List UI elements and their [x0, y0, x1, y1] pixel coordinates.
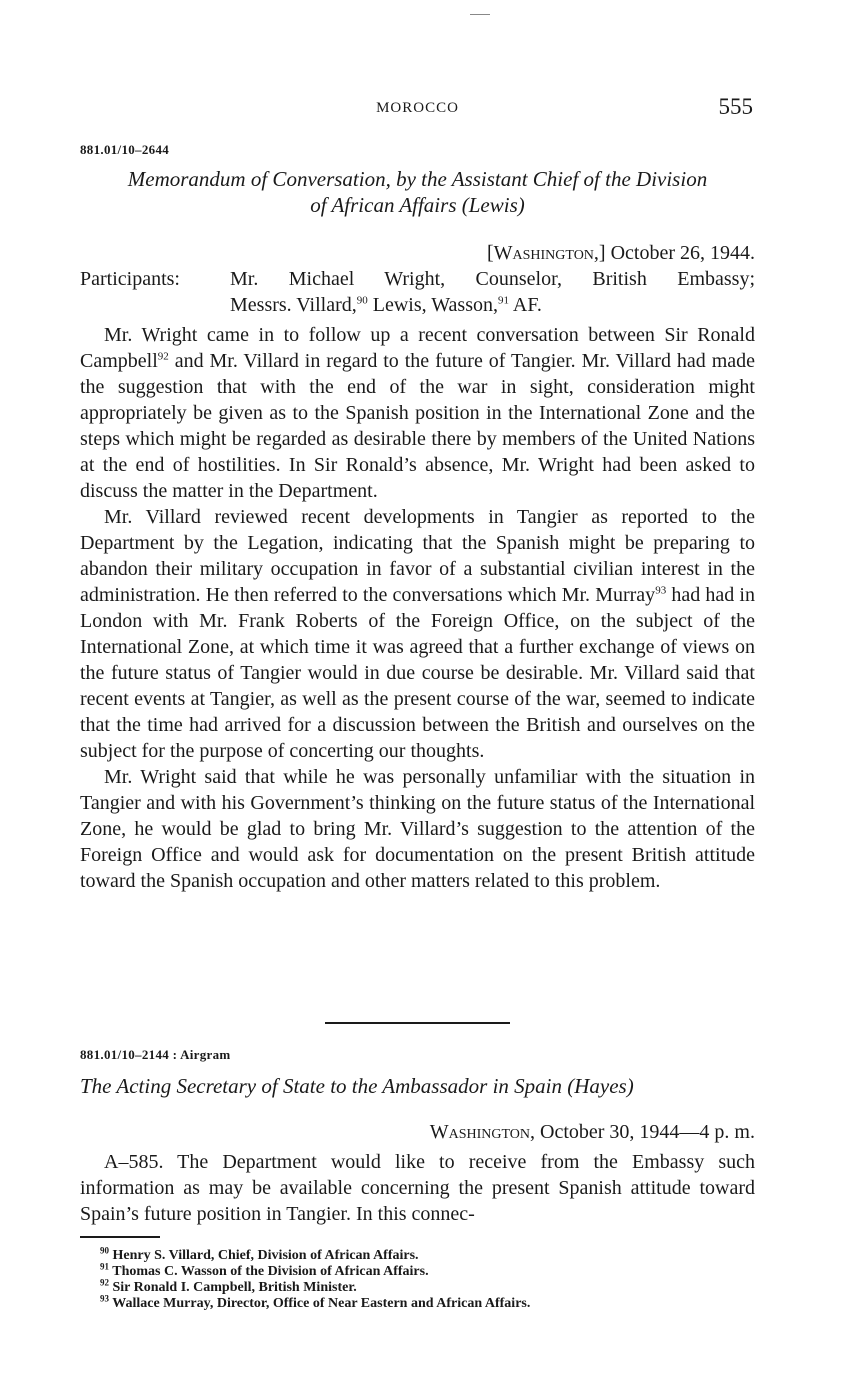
footnote-rule	[80, 1236, 160, 1238]
footnote	[100, 1261, 755, 1280]
title-line: of African Affairs (Lewis)	[310, 193, 525, 217]
running-head: MOROCCO	[376, 100, 459, 116]
document-title	[80, 166, 755, 218]
dateline-place: Washington,	[429, 1121, 536, 1143]
footnote-text: Sir Ronald I. Campbell, British Minister.	[112, 1280, 357, 1295]
document-2	[80, 1047, 755, 1227]
memo-body	[80, 322, 755, 894]
footnote-number: 93	[100, 1293, 109, 1304]
paragraph-text: Mr. Villard reviewed recent developments in Tangier as reported to the Department by the Legation, indicating that the Spanish might be preparing to abandon their military occupation in favor of a substantial civilian interest in the administration. He then referred to the conversations which Mr. Murray	[80, 506, 755, 606]
footnote-ref: 93	[655, 584, 667, 597]
footnote-ref: 90	[356, 294, 368, 307]
paragraph-text: Mr. Wright came in to follow up a recent conversation between Sir Ronald Campbell	[80, 324, 755, 372]
paragraph-text: and Mr. Villard in regard to the future of Tangier. Mr. Villard had made the suggestion that with the end of the war in sight, consideration might appropriately be given as to the Spanish position in the International Zone and the steps which might be regarded as desirable there by members of the United Nations at the end of hostilities. In Sir Ronald’s absence, Mr. Wright had been asked to discuss the matter in the Department.	[80, 350, 755, 502]
footnote-ref: 92	[157, 350, 169, 363]
dateline	[80, 240, 755, 266]
participants-text: Lewis, Wasson,	[367, 294, 498, 316]
footnote-text: Thomas C. Wasson of the Division of African Affairs.	[112, 1264, 429, 1279]
footnote-number: 90	[100, 1245, 109, 1256]
footnote-number: 92	[100, 1277, 109, 1288]
participants	[80, 266, 755, 318]
file-number: 881.01/10–2144 : Airgram	[80, 1047, 231, 1062]
page-number: 555	[718, 94, 753, 119]
paragraph-text: had had in London with Mr. Frank Roberts of the Foreign Office, on the subject of the International Zone, at which time it was agreed that a further exchange of views on the future status of Tangier would in due course be desirable. Mr. Villard said that recent events at Tangier, as well as the present course of the war, seemed to indicate that the time had arrived for a discussion between the British and ourselves on the subject for the purpose of concerting our thoughts.	[80, 584, 755, 762]
footnote	[100, 1293, 755, 1312]
participants-list	[230, 266, 755, 318]
paragraph: A–585. The Department would like to receive from the Embassy such information as may be available concerning the present Spanish attitude toward Spain’s future position in Tangier. In this connec-	[80, 1151, 755, 1225]
dateline-date: October 26, 1944.	[610, 242, 755, 264]
page-header	[80, 96, 755, 126]
top-mark	[470, 14, 490, 15]
footnote	[100, 1245, 755, 1264]
section-divider-wrap	[80, 1022, 755, 1024]
file-number: 881.01/10–2644	[80, 142, 170, 157]
paragraph: Mr. Wright said that while he was personally unfamiliar with the situation in Tangier and with his Government’s thinking on the future status of the International Zone, he would be glad to bring Mr. Villard’s suggestion to the attention of the Foreign Office and would ask for documentation on the present British attitude toward the Spanish occupation and other matters related to this problem.	[80, 766, 755, 892]
dateline-place: [Washington,]	[486, 242, 606, 264]
dateline-date: October 30, 1944—4 p. m.	[535, 1121, 755, 1143]
participants-line: Mr. Michael Wright, Counselor, British Embassy;	[230, 268, 755, 290]
footnotes	[80, 1236, 755, 1312]
footnote-text: Wallace Murray, Director, Office of Near Eastern and African Affairs.	[112, 1296, 531, 1311]
section-divider	[325, 1022, 510, 1024]
paragraph	[80, 504, 755, 764]
footnote-number: 91	[100, 1261, 109, 1272]
participants-text: Messrs. Villard,	[230, 294, 357, 316]
document-title: The Acting Secretary of State to the Ambassador in Spain (Hayes)	[80, 1074, 634, 1098]
footnote-list	[80, 1245, 755, 1312]
participants-label: Participants:	[80, 268, 180, 290]
dateline	[80, 1119, 755, 1145]
document-1	[80, 142, 755, 894]
footnote-ref: 91	[498, 294, 509, 307]
paragraph	[80, 322, 755, 504]
footnote-text: Henry S. Villard, Chief, Division of African Affairs.	[112, 1248, 419, 1263]
participants-line	[230, 292, 755, 318]
title-line: Memorandum of Conversation, by the Assistant Chief of the Division	[127, 167, 708, 191]
participants-text: AF.	[509, 294, 542, 316]
footnote	[100, 1277, 755, 1296]
